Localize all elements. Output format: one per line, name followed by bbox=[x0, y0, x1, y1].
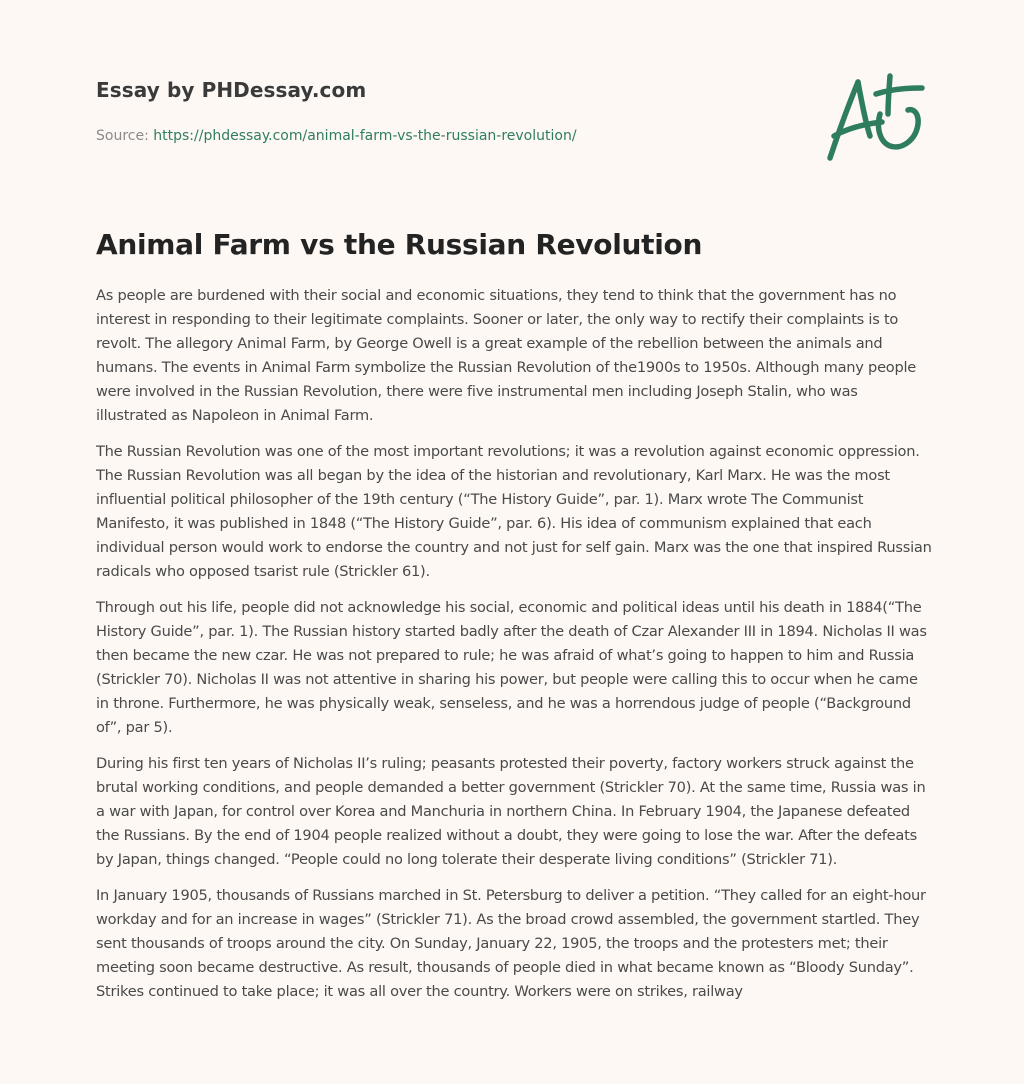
paragraph: In January 1905, thousands of Russians marched in St. Petersburg to deliver a petition. “They called for an eight-hour workday and for an increase in wages” (Strickler 71). As the broad crowd assembled, the government startled. They sent thousands of troops around the city. On Sunday, January 22, 1905, the troops and the protesters met; their meeting soon became destructive. As result, thousands of people died in what became known as “Bloody Sunday”. Strikes continued to take place; it was all over the country. Workers were on strikes, railway bbox=[96, 887, 926, 1000]
paragraph: During his first ten years of Nicholas II’s ruling; peasants protested their poverty, factory workers struck against the brutal working conditions, and people demanded a better government (Strickler 70). At the same time, Russia was in a war with Japan, for control over Korea and Manchuria in northern China. In February 1904, the Japanese defeated the Russians. By the end of 1904 people realized without a doubt, they were going to lose the war. After the defeats by Japan, things changed. “People could no long tolerate their desperate living conditions” (Strickler 71). bbox=[96, 755, 926, 868]
source-line bbox=[96, 126, 796, 146]
paragraph: Through out his life, people did not acknowledge his social, economic and political ideas until his death in 1884(“The History Guide”, par. 1). The Russian history started badly after the death of Czar Alexander III in 1894. Nicholas II was then became the new czar. He was not prepared to rule; he was afraid of what’s going to happen to him and Russia (Strickler 70). Nicholas II was not attentive in sharing his power, but people were calling this to occur when he came in throne. Furthermore, he was physically weak, senseless, and he was a horrendous judge of people (“Background of”, par 5). bbox=[96, 599, 927, 736]
page-header bbox=[96, 76, 796, 146]
essay-title: Animal Farm vs the Russian Revolution bbox=[96, 228, 703, 261]
a-plus-grade-logo-icon bbox=[824, 70, 928, 166]
essay-body bbox=[96, 284, 932, 1016]
source-label: Source: bbox=[96, 128, 154, 144]
source-link[interactable]: https://phdessay.com/animal-farm-vs-the-russian-revolution/ bbox=[153, 128, 577, 144]
site-brand: Essay by PHDessay.com bbox=[96, 78, 367, 102]
paragraph: The Russian Revolution was one of the most important revolutions; it was a revolution against economic oppression. The Russian Revolution was all began by the idea of the historian and revolutionary, Karl Marx. He was the most influential political philosopher of the 19th century (“The History Guide”, par. 1). Marx wrote The Communist Manifesto, it was published in 1848 (“The History Guide”, par. 6). His idea of communism explained that each individual person would work to endorse the country and not just for self gain. Marx was the one that inspired Russian radicals who opposed tsarist rule (Strickler 61). bbox=[96, 443, 932, 580]
paragraph: As people are burdened with their social and economic situations, they tend to think that the government has no interest in responding to their legitimate complaints. Sooner or later, the only way to rectify their complaints is to revolt. The allegory Animal Farm, by George Owell is a great example of the rebellion between the animals and humans. The events in Animal Farm symbolize the Russian Revolution of the1900s to 1950s. Although many people were involved in the Russian Revolution, there were five instrumental men including Joseph Stalin, who was illustrated as Napoleon in Animal Farm. bbox=[96, 287, 917, 424]
